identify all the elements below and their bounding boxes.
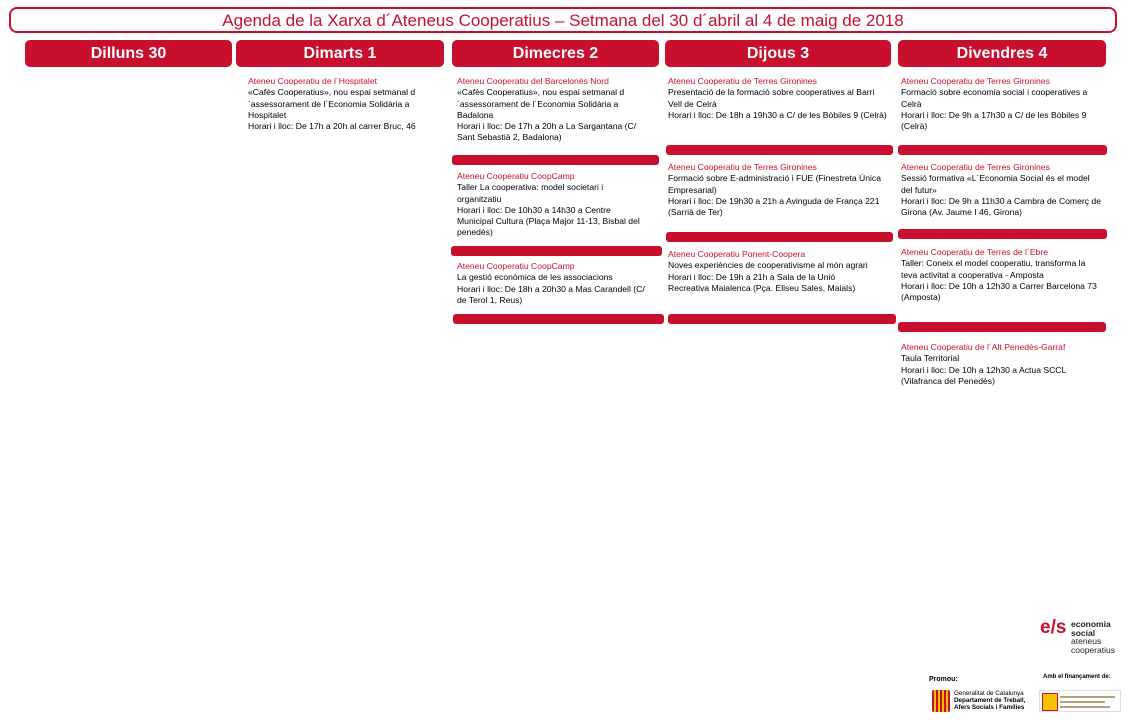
event-description: La gestió econòmica de les associacions [457, 272, 613, 283]
event-separator [666, 145, 893, 155]
spain-government-logo [1039, 690, 1121, 712]
event-description: Formació sobre economia social i cooperatives a Celrà [901, 87, 1088, 109]
event-description: Presentació de la formació sobre cooperatives al Barri Vell de Celrà [668, 87, 875, 109]
day-header-dimecres: Dimecres 2 [452, 40, 659, 67]
logo-line: cooperatius [1071, 644, 1115, 655]
event-item [901, 342, 1101, 387]
event-separator [898, 229, 1107, 239]
event-schedule: Horari i lloc: De 17h a 20h al carrer Bruc, 46 [248, 121, 416, 132]
event-description: «Cafès Cooperatius», nou espai setmanal d´assessorament de l´Economia Solidària a Hospitalet [248, 87, 416, 120]
logo-line: social [1071, 627, 1096, 638]
event-item [248, 76, 443, 132]
event-description: «Cafès Cooperatius», nou espai setmanal d´assessorament de l´Economia Solidària a Badalona [457, 87, 625, 120]
event-description: Taula Territorial [901, 353, 960, 364]
event-schedule: Horari i lloc: De 18h a 20h30 a Mas Carandell (C/ de Terol 1, Reus) [457, 283, 645, 305]
event-organizer: Ateneu Cooperatiu del Barcelonès Nord [457, 76, 609, 86]
financament-label: Amb el finançament de: [1043, 674, 1111, 680]
gencat-line: Afers Socials i Famílies [954, 703, 1025, 711]
event-schedule: Horari i lloc: De 19h a 21h a Sala de la Unió Recreativa Maialenca (Pça. Eliseu Sales, Maials) [668, 271, 856, 293]
generalitat-logo [932, 690, 1032, 712]
logo-line: economia [1071, 619, 1111, 629]
event-organizer: Ateneu Cooperatiu CoopCamp [457, 171, 575, 181]
event-item [901, 162, 1101, 218]
event-description: Taller: Coneix el model cooperatiu, transforma la teva activitat a cooperativa - Amposta [901, 258, 1086, 280]
event-schedule: Horari i lloc: De 19h30 a 21h a Avinguda de França 221 (Sarrià de Ter) [668, 195, 880, 218]
event-schedule: Horari i lloc: De 10h a 12h30 a Actua SCCL (Vilafranca del Penedès) [901, 364, 1066, 386]
event-separator [668, 314, 896, 324]
event-organizer: Ateneu Cooperatiu de Terres Gironines [668, 162, 817, 172]
event-organizer: Ateneu Cooperatiu de Terres de l´Ebre [901, 247, 1048, 257]
event-separator [666, 232, 893, 242]
event-schedule: Horari i lloc: De 17h a 20h a La Sargantana (C/ Sant Sebastià 2, Badalona) [457, 121, 637, 143]
event-item [457, 261, 647, 306]
event-item [668, 249, 878, 294]
event-description: Sessió formativa «L´Economia Social és el model del futur» [901, 173, 1090, 195]
event-organizer: Ateneu Cooperatiu de Terres Gironines [901, 76, 1050, 86]
day-header-divendres: Divendres 4 [898, 40, 1106, 67]
logo-line: ateneus [1071, 636, 1102, 647]
senyera-icon [932, 690, 950, 712]
event-schedule: Horari i lloc: De 10h a 12h30 a Carrer Barcelona 73 (Amposta) [901, 280, 1097, 303]
event-separator [452, 155, 659, 165]
event-schedule: Horari i lloc: De 9h a 11h30 a Cambra de Comerç de Girona (Av. Jaume I 46, Girona) [901, 195, 1101, 218]
day-header-dimarts: Dimarts 1 [236, 40, 444, 67]
event-organizer: Ateneu Cooperatiu de Terres Gironines [901, 162, 1050, 172]
event-item [457, 171, 647, 239]
event-description: Taller La cooperativa: model societari i organitzatiu [457, 182, 604, 204]
event-separator [453, 314, 664, 324]
event-description: Noves experiències de cooperativisme al món agrari [668, 260, 868, 271]
event-item [901, 247, 1101, 303]
page-title: Agenda de la Xarxa d´Ateneus Cooperatius – Setmana del 30 d´abril al 4 de maig de 2018 [9, 7, 1117, 33]
promou-label: Promou: [929, 676, 958, 683]
event-item [668, 76, 888, 121]
event-schedule: Horari i lloc: De 9h a 17h30 a C/ de les Bòbiles 9 (Celrà) [901, 109, 1087, 132]
event-description: Formació sobre E-administració i FUE (Finestreta Única Empresarial) [668, 173, 881, 195]
event-organizer: Ateneu Cooperatiu de Terres Gironines [668, 76, 817, 86]
event-organizer: Ateneu Cooperatiu de l´Alt Penedès-Garraf [901, 342, 1066, 352]
day-header-dijous: Dijous 3 [665, 40, 891, 67]
event-organizer: Ateneu Cooperatiu de l´Hospitalet [248, 76, 377, 86]
event-organizer: Ateneu Cooperatiu CoopCamp [457, 261, 575, 271]
event-schedule: Horari i lloc: De 10h30 a 14h30 a Centre Municipal Cultura (Plaça Major 11-13, Bisbal del penedès) [457, 204, 640, 238]
es-logo-mark: e/s [1040, 617, 1067, 638]
event-separator [898, 322, 1106, 332]
event-separator [898, 145, 1107, 155]
event-item [457, 76, 652, 144]
event-item [668, 162, 890, 218]
coat-of-arms-icon [1042, 693, 1058, 711]
event-item [901, 76, 1101, 132]
economia-social-logo [1040, 618, 1130, 658]
gencat-line: Departament de Treball, [954, 696, 1026, 704]
day-header-dilluns: Dilluns 30 [25, 40, 232, 67]
event-separator [451, 246, 662, 256]
event-organizer: Ateneu Cooperatiu Ponent-Coopera [668, 249, 806, 259]
gencat-line: Generalitat de Catalunya [954, 690, 1024, 697]
event-schedule: Horari i lloc: De 18h a 19h30 a C/ de les Bòbiles 9 (Celrà) [668, 109, 887, 120]
